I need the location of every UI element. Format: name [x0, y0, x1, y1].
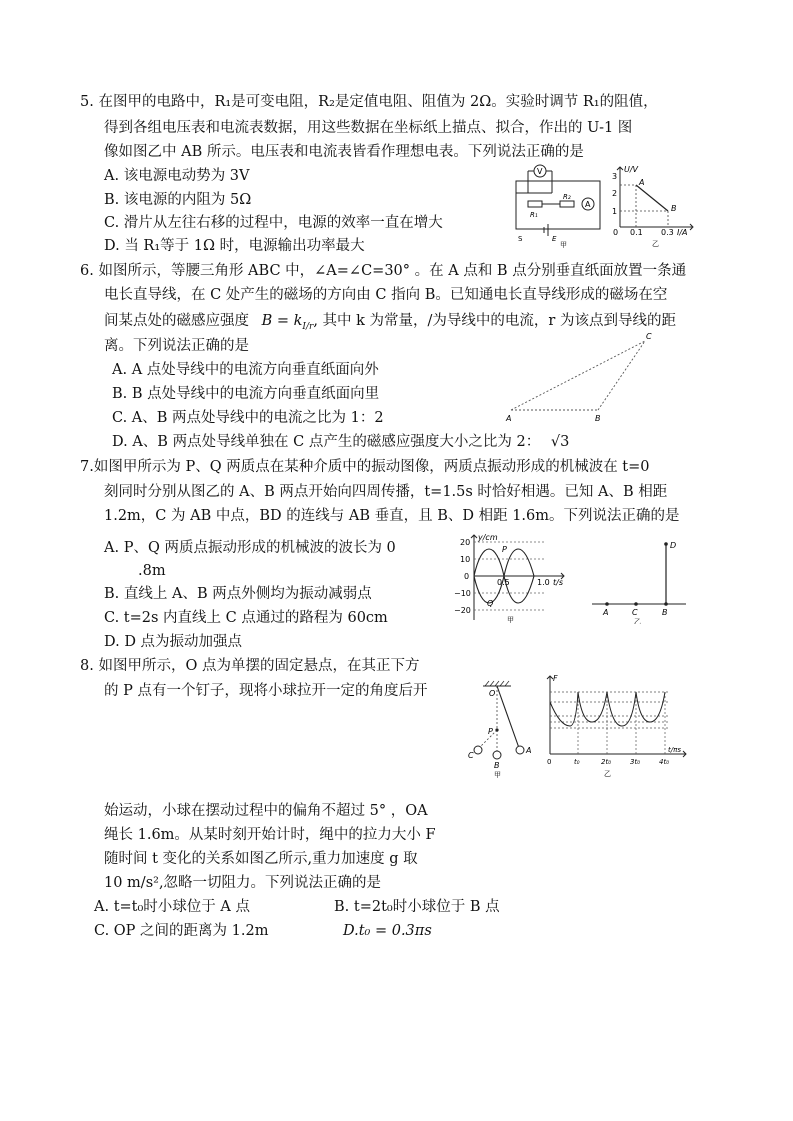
q7-graph-point-q: Q [487, 599, 494, 608]
q7-vibration-graph [452, 532, 570, 624]
q8-option-a: A. t=t₀时小球位于 A 点 [94, 899, 250, 915]
q6-line-3-start: 间某点处的磁感应强度 [104, 313, 249, 329]
q5-option-b: B. 该电源的内阻为 5Ω [104, 192, 252, 208]
q8-option-c: C. OP 之间的距离为 1.2m [94, 923, 269, 939]
q6-line-3-end: 其中 k 为常量，/为导线中的电流，r 为该点到导线的距 [322, 313, 676, 329]
q6-point-a: A [506, 414, 512, 423]
q5-option-c: C. 滑片从左往右移的过程中，电源的效率一直在增大 [104, 215, 443, 231]
q5-circuit-figure [508, 163, 606, 248]
q7-point-b: B [662, 608, 668, 617]
q7-line-2: 刻同时分别从图乙的 A、B 两点开始向四周传播，t=1.5s 时恰好相遇。已知 A、B 相距 [104, 484, 668, 500]
q7-point-d: D [670, 541, 677, 550]
q5-ui-graph [606, 163, 696, 248]
q7-line-1: 7.如图甲所示为 P、Q 两质点在某种介质中的振动图像，两质点振动形成的机械波在 t=0 [80, 459, 650, 475]
q6-option-d-text: D. A、B 两点处导线单独在 C 点产生的磁感应强度大小之比为 2： [112, 434, 541, 450]
q5-option-a: A. 该电源电动势为 3V [104, 168, 250, 184]
q6-formula: B = k [261, 313, 303, 329]
q5-label-r2: R₂ [563, 193, 571, 201]
q8-point-c: C [468, 751, 474, 760]
q5-label-jia: 甲 [560, 241, 567, 248]
q8-graph-t0: t₀ [574, 758, 580, 766]
q5-graph-i-axis: I/A [677, 228, 688, 237]
q5-label-a-meter: A [585, 200, 591, 209]
q8-option-d: D.t₀ = 0.3πs [343, 923, 432, 939]
q8-graph-t2: 2t₀ [601, 758, 612, 766]
q6-line-4: 离。下列说法正确的是 [104, 338, 249, 354]
q6-triangle-figure [500, 328, 665, 423]
q8-line-6: 10 m/s²,忽略一切阻力。下列说法正确的是 [104, 875, 382, 891]
q7-graph-point-p: P [502, 545, 507, 554]
q7-point-a: A [603, 608, 609, 617]
q8-graph-t3: 3t₀ [630, 758, 641, 766]
q8-ball-c [474, 746, 482, 754]
q7-points-figure [590, 532, 690, 624]
q6-line-3: 间某点处的磁感应强度 $B = k_{I/r}$, 其中 k 为常量，/为导线中的电流，r 为该点到导线的距 [104, 313, 676, 332]
q7-option-d: D. D 点为振动加强点 [104, 634, 243, 650]
q8-line-1: 8. 如图甲所示，O 点为单摆的固定悬点，在其正下方 [80, 658, 420, 674]
q7-option-b: B. 直线上 A、B 两点外侧均为振动减弱点 [104, 586, 372, 602]
q5-label-r1: R₁ [530, 211, 538, 219]
q8-graph-yi: 乙 [604, 770, 611, 778]
q6-line-2: 电长直导线，在 C 处产生的磁场的方向由 C 指向 B。已知通电长直导线形成的磁场在空 [104, 287, 668, 303]
q8-graph-x0: 0 [547, 758, 552, 766]
q5-graph-y1: 1 [612, 207, 618, 216]
q5-line-1: 5. 在图甲的电路中，R₁是可变电阻，R₂是定值电阻、阻值为 2Ω。实验时调节 R₁的阻值， [80, 94, 658, 110]
q5-graph-x0: 0 [613, 228, 619, 237]
q8-point-p: P [488, 727, 493, 736]
q8-pendulum-jia: 甲 [494, 771, 501, 778]
q7-graph-y20: 20 [460, 538, 471, 547]
q7-option-c: C. t=2s 内直线上 C 点通过的路程为 60cm [104, 610, 388, 626]
q7-graph-jia: 甲 [507, 616, 514, 624]
q8-graph-t-axis: t/πs [668, 746, 681, 754]
q8-graph-f-axis: F [553, 674, 558, 683]
q5-line-2: 得到各组电压表和电流表数据，用这些数据在坐标纸上描点、拟合，作出的 U-1 图 [104, 120, 633, 136]
q8-line-3: 始运动，小球在摆动过程中的偏角不超过 5° ，OA [104, 803, 428, 819]
q8-point-o: O [489, 689, 496, 698]
q7-graph-y-axis: y/cm [478, 533, 498, 542]
q8-line-4: 绳长 1.6m。从某时刻开始计时，绳中的拉力大小 F [104, 827, 436, 843]
q7-graph-x05: 0.5 [497, 578, 510, 587]
q7-graph-ym20: −20 [454, 606, 471, 615]
q6-option-d [112, 432, 569, 452]
q6-line-1: 6. 如图所示，等腰三角形 ABC 中，∠A=∠C=30° 。在 A 点和 B 点分别垂直纸面放置一条通 [80, 263, 687, 279]
q5-option-d: D. 当 R₁等于 1Ω 时，电源输出功率最大 [104, 238, 365, 254]
q7-option-a-cont: .8m [138, 563, 166, 579]
q6-option-b: B. B 点处导线中的电流方向垂直纸面向里 [112, 386, 380, 402]
q8-pendulum-figure [465, 678, 545, 778]
q5-label-e: E [552, 235, 557, 243]
q7-graph-y0: 0 [464, 572, 470, 581]
q5-label-v: V [537, 167, 543, 176]
q6-option-c: C. A、B 两点处导线中的电流之比为 1：2 [112, 410, 384, 426]
q7-option-a: A. P、Q 两质点振动形成的机械波的波长为 0 [104, 540, 396, 556]
q7-graph-y10: 10 [460, 555, 471, 564]
q8-line-2: 的 P 点有一个钉子，现将小球拉开一定的角度后开 [104, 683, 428, 699]
q8-point-b: B [494, 761, 500, 770]
q6-option-a: A. A 点处导线中的电流方向垂直纸面向外 [112, 362, 379, 378]
q6-point-c: C [646, 332, 652, 341]
q5-graph-point-a: A [639, 178, 645, 187]
q7-graph-t-axis: t/s [553, 578, 563, 587]
q5-graph-u-axis: U/V [624, 165, 639, 174]
q7-point-c: C [632, 608, 638, 617]
q8-graph-t4: 4t₀ [659, 758, 670, 766]
q7-line-3: 1.2m，C 为 AB 中点，BD 的连线与 AB 垂直，且 B、D 相距 1.6m。下列说法正确的是 [104, 508, 680, 524]
q5-graph-y2: 2 [612, 189, 618, 198]
q5-graph-point-b: B [671, 204, 677, 213]
q5-line-3: 像如图乙中 AB 所示。电压表和电流表皆看作理想电表。下列说法正确的是 [104, 144, 584, 160]
q6-point-b: B [595, 414, 601, 423]
q8-force-graph [540, 672, 690, 780]
q7-graph-ym10: −10 [454, 589, 471, 598]
q5-graph-yi: 乙 [652, 240, 659, 248]
q6-option-d-sqrt: √3 [550, 434, 570, 450]
q8-option-b: B. t=2t₀时小球位于 B 点 [334, 899, 500, 915]
q8-force-curve [550, 692, 665, 726]
q8-line-5: 随时间 t 变化的关系如图乙所示,重力加速度 g 取 [104, 851, 418, 867]
q7-points-yi: 乙 [634, 618, 641, 624]
q5-graph-x03: 0.3 [661, 228, 674, 237]
q5-label-s: S [518, 235, 523, 243]
q8-ball-b [493, 751, 501, 759]
q8-ball-a [516, 746, 524, 754]
q7-graph-x10: 1.0 [537, 578, 550, 587]
q5-graph-x01: 0.1 [630, 228, 643, 237]
q8-point-a: A [526, 746, 532, 755]
q6-formula-sub: I/r [302, 321, 314, 332]
q5-graph-y3: 3 [612, 172, 618, 181]
